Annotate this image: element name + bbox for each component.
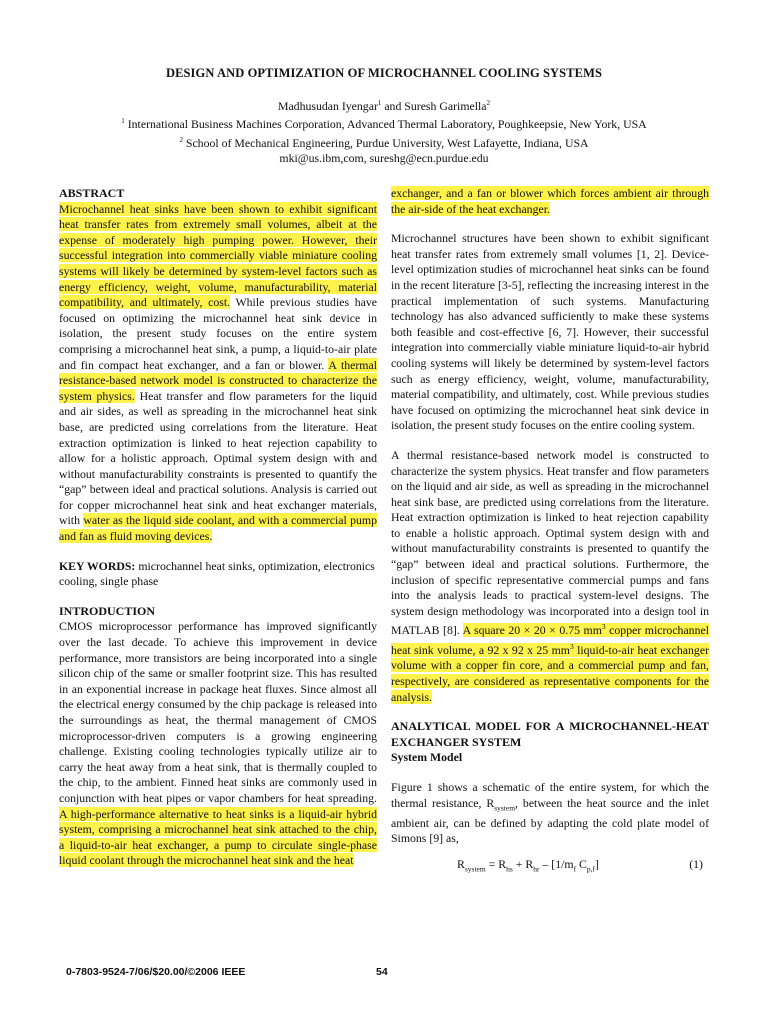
model-paragraph [391,448,709,705]
eq-1: = R [485,856,507,871]
page-number: 54 [376,966,388,978]
author-1: Madhusudan Iyengar [277,98,378,113]
eq-f-sub: f [573,864,577,874]
hl-b: copper microchannel heat sink volume, a 92 x 92 x 25 mm [391,623,709,657]
analytical-heading: ANALYTICAL MODEL FOR A MICROCHANNEL-HEAT EXCHANGER SYSTEM [391,719,709,749]
analytical-text [391,780,709,847]
author-names [0,96,768,114]
hl-c: liquid-to-air heat exchanger volume with a copper fin core, and a commercial pump and fan, respectively, are considered as representative components for the analysis. [391,642,709,704]
keywords-label: KEY WORDS: [59,558,136,573]
intro-t1: CMOS microprocessor performance has improved significantly over the last decade. To achieve this improvement in device performance, more transistors are being incorporated into a single silicon chip of the same or smaller footprint size. This has resulted in an exponential increase in package heat fluxes. Since almost all the electrical energy consumed by the chip package is released into the surroundings as heat, the thermal management of CMOS microprocessor-driven computers is a growing engineering challenge. Existing cooling technologies typically utilize air to carry the heat away from a heat sink, that is thermally coupled to the chip, to the ambient. Finned heat sinks are commonly used in conjunction with heat pipes or vapor chambers for heat spreading. [59,619,377,805]
affiliation-1 [0,114,768,132]
affiliation-2 [0,133,768,151]
introduction-text [59,619,377,869]
hl-sup1: 3 [601,622,606,632]
abstract-t1: While previous studies have focused on optimizing the microchannel heat sink device in isolation, the present study focuses on the entire system comprising a microchannel heat sink, a pump, a liquid-to-air plate and fin compact heat exchanger, and a fan or blower. [59,295,377,372]
highlight: water as the liquid side coolant, and with a commercial pump and fan as fluid moving devices. [59,513,377,544]
keywords [59,559,377,590]
eq-2: + R [512,856,534,871]
eq-r: R [457,856,465,871]
author-2-sup: 2 [486,99,491,107]
aff2-sup: 2 [179,135,183,144]
model-t1: A thermal resistance-based network model is constructed to characterize the system physics. Heat transfer and flow parameters on the liquid and air side, as well as spreading in the microchannel heat sink base, are predicted using correlations from the literature. Heat extraction optimization is linked to heat rejection capability to enable a holistic approach. Optimal system design with and without manufacturability constraints is presented to quantify the “gap” between ideal and practical solutions. Furthermore, the inclusion of specific representative commercial pumps and fans into the analysis leads to practical system-level designs. The system design methodology was incorporated into a design tool in MATLAB [8]. [391,447,709,638]
author-2: and Suresh Garimella [381,98,487,113]
left-column [59,186,377,883]
right-column [391,186,709,875]
structures-paragraph: Microchannel structures have been shown to exhibit significant heat transfer rates from extremely small volumes [1, 2]. Device-level optimization studies of microchannel heat sinks can be found in the recent literature [3-5], reflecting the increasing interest in the practical implementation of such systems. Manufacturing technology has also advanced sufficiently to make these systems both feasible and cost-effective [6, 7]. However, their successful integration into commercially viable miniature liquid-to-air hybrid cooling systems will likely be determined by system-level factors such as energy efficiency, weight, volume, manufacturability, material compatibility, and ultimately, cost. While previous studies have focused on optimizing the microchannel heat sink device in isolation, the present study focuses on the entire cooling system. [391,231,709,433]
hl-a: A square 20 × 20 × 0.75 mm [462,623,602,638]
introduction-heading: INTRODUCTION [59,603,156,618]
highlight: exchanger, and a fan or blower which forces ambient air through the air-side of the heat exchanger. [391,186,709,216]
system-model-heading: System Model [391,750,463,765]
equation-expression [457,857,599,877]
paper-title: DESIGN AND OPTIMIZATION OF MICROCHANNEL COOLING SYSTEMS [165,66,603,80]
abstract-heading: ABSTRACT [59,186,125,200]
analytical-ta: Figure 1 shows a schematic of the entire system, for which the thermal resistance, R [391,780,709,810]
intro-continued [391,186,709,217]
aff1-text: International Business Machines Corporation, Advanced Thermal Laboratory, Poughkeepsie, New York, USA [124,117,647,132]
abstract-t2: Heat transfer and flow parameters for the liquid and air sides, as well as spreading in the microchannel heat sink base, are predicted using correlations from the literature. Heat extraction optimization is linked to heat rejection capability to allow for a holistic approach. Optimal system design with and without manufacturability constraints is presented to quantify the “gap” between ideal and practical solutions. Analysis is carried out for copper microchannel heat sink and heat exchanger materials, with [59,388,378,528]
analytical-sub: system [494,802,516,812]
eq-r-sub: system [464,864,486,874]
abstract-text [59,202,377,545]
eq-5: ] [595,856,599,871]
analytical-tb: , between the heat source and the inlet ambient air, can be defined by adapting the cold plate model of Simons [9] as, [391,795,709,846]
eq-4: C [576,856,587,871]
eq-hr-sub: hr [533,864,540,874]
author-block [0,96,768,167]
highlight: Microchannel heat sinks have been shown to exhibit significant heat transfer rates from extremely small volumes, albeit at the expense of moderately high pumping power. However, their successful integration into commercially viable miniature cooling systems will likely be determined by system-level factors such as energy efficiency, weight, volume, manufacturability, material compatibility, and ultimately, cost. [59,201,377,310]
author-emails: mki@us.ibm,com, sureshg@ecn.purdue.edu [279,151,489,166]
aff1-sup: 1 [121,117,125,126]
hl-sup2: 3 [569,641,574,651]
eq-hs-sub: hs [506,864,513,874]
highlight: A thermal resistance-based network model is constructed to characterize the system physics. [59,357,377,403]
eq-pf-sub: p,f [586,864,596,874]
eq-3: – [1/m [539,856,574,871]
equation-1 [391,853,709,875]
aff2-text: School of Mechanical Engineering, Purdue University, West Lafayette, Indiana, USA [182,135,589,150]
keywords-text: microchannel heat sinks, optimization, electronics cooling, single phase [59,558,375,589]
author-1-sup: 1 [377,99,382,107]
highlight: A high-performance alternative to heat sinks is a liquid-air hybrid system, comprising a microchannel heat sink attached to the chip, a liquid-to-air heat exchanger, a pump to circulate single-phase liquid coolant through the microchannel heat sink and the heat [59,806,377,868]
footer-copyright: 0-7803-9524-7/06/$20.00/©2006 IEEE [66,966,246,978]
equation-number: (1) [689,856,703,871]
